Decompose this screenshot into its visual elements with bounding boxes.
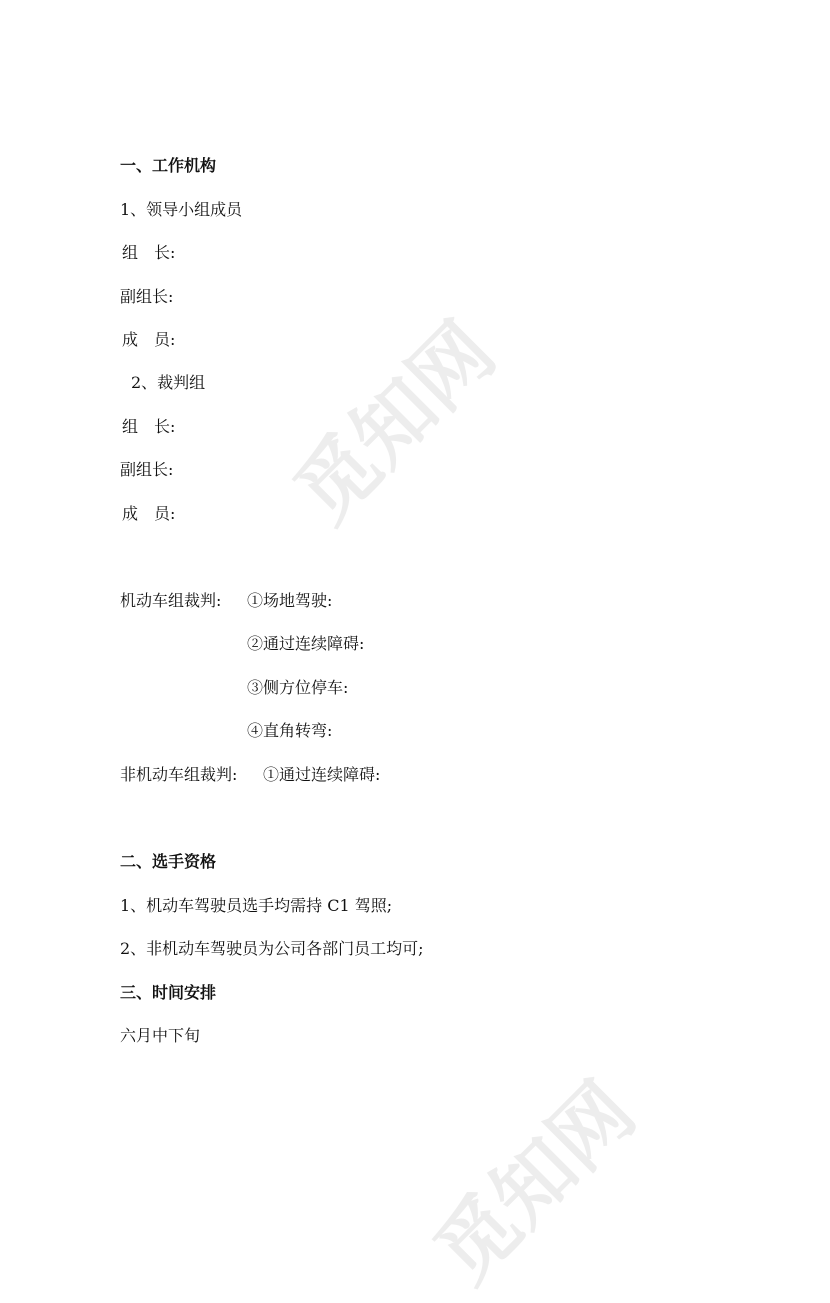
member-label-1: 成 员: (122, 330, 176, 349)
section1-heading: 一、工作机构 (120, 156, 217, 175)
qualification-1: 1、机动车驾驶员选手均需持 C1 驾照; (120, 896, 393, 915)
motor-item-4: ④直角转弯: (247, 721, 333, 740)
nonmotor-referee-label: 非机动车组裁判: (120, 765, 238, 784)
leadership-group-title: 1、领导小组成员 (120, 200, 243, 219)
leader-label-2: 组 长: (122, 417, 176, 436)
watermark-bottom: 觅知网 (417, 1064, 653, 1301)
vice-leader-label-2: 副组长: (120, 460, 174, 479)
schedule-text: 六月中下旬 (120, 1026, 201, 1045)
section3-heading: 三、时间安排 (120, 983, 217, 1002)
vice-leader-label-1: 副组长: (120, 287, 174, 306)
section2-heading: 二、选手资格 (120, 852, 217, 871)
qualification-2: 2、非机动车驾驶员为公司各部门员工均可; (120, 939, 424, 958)
motor-item-3: ③侧方位停车: (247, 678, 349, 697)
leader-label-1: 组 长: (122, 243, 176, 262)
referee-group-title: 2、裁判组 (131, 373, 206, 392)
nonmotor-item-1: ①通过连续障碍: (263, 765, 381, 784)
watermark-top: 觅知网 (277, 304, 513, 541)
motor-item-2: ②通过连续障碍: (247, 634, 365, 653)
member-label-2: 成 员: (122, 504, 176, 523)
motor-item-1: ①场地驾驶: (247, 591, 333, 610)
motor-referee-label: 机动车组裁判: (120, 591, 222, 610)
